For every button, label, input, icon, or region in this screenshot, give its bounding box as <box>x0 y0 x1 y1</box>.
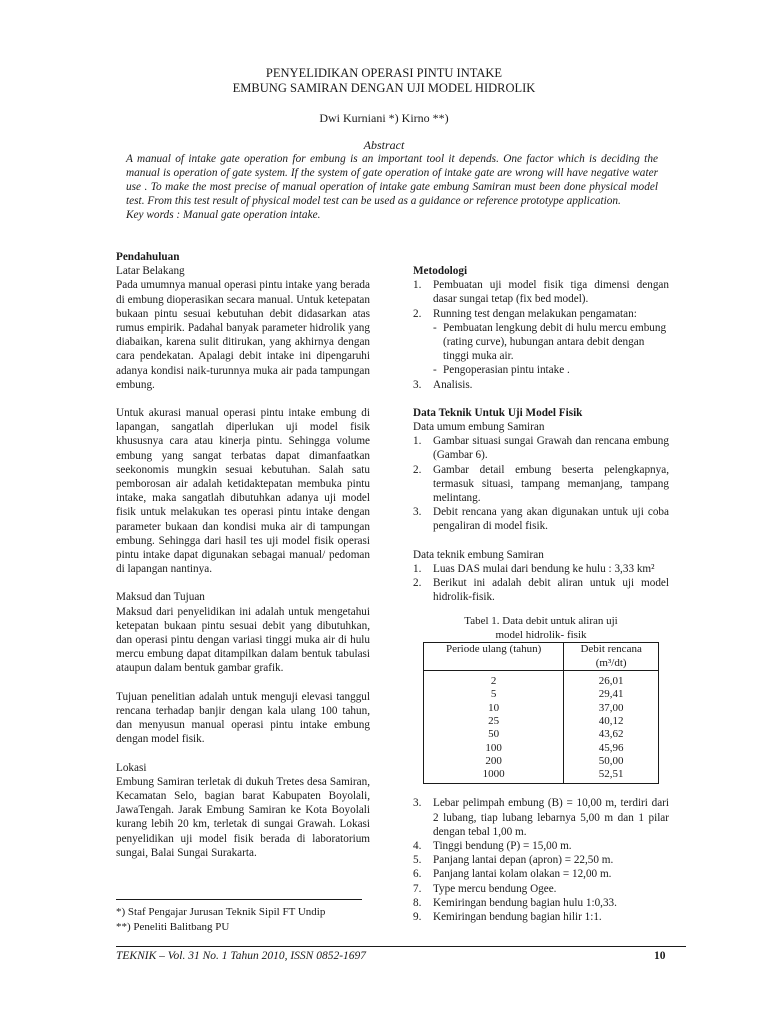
list-item: 1. Pembuatan uji model fisik tiga dimensi dengan dasar sungai tetap (fix bed model). <box>413 279 669 306</box>
heading-latar-belakang: Latar Belakang <box>116 265 185 278</box>
heading-maksud-tujuan: Maksud dan Tujuan <box>116 591 205 604</box>
heading-metodologi: Metodologi <box>413 265 468 277</box>
footer-divider <box>116 946 686 947</box>
list-item: 3. Analisis. <box>413 378 473 391</box>
list-item: 3. Debit rencana yang akan digunakan untuk uji coba pengaliran di model fisik. <box>413 506 669 533</box>
table-cell-debit: 50,00 <box>598 754 624 767</box>
abstract-text: A manual of intake gate operation for embung is an important tool it depends. One factor which is deciding the manual is operation of gate system. If the system of gate operation of intake gate are wrong will have negative water use . To make the most precise of manual operation of intake gate embung Samiran must been done physical model test. From this test result of physical model test can be used as a guidance or reference prototype application. <box>126 153 658 208</box>
paragraph-lokasi: Embung Samiran terletak di dukuh Tretes desa Samiran, Kecamatan Selo, bagian barat Kabupaten Boyolali, JawaTengah. Jarak Embung Samiran ke Kota Boyolali kurang lebih 20 km, terletak di sungai Grawah. Lokasi penyelidikan uji model fisik berada di laboratorium sungai, Balai Sungai Surakarta. <box>116 775 370 859</box>
table-cell-periode: 5 <box>490 688 497 701</box>
list-item: 2. Running test dengan melakukan pengamatan: <box>413 307 637 320</box>
metodologi-list-end <box>413 378 669 392</box>
table-caption: Tabel 1. Data debit untuk aliran uji model hidrolik- fisik <box>464 615 618 642</box>
debit-table <box>423 642 659 784</box>
table-cell-debit: 26,01 <box>598 675 624 688</box>
footnotes <box>116 905 376 935</box>
list-item: 8. Kemiringan bendung bagian hulu 1:0,33. <box>413 896 617 909</box>
table-cell-periode: 25 <box>488 714 500 727</box>
list-item: - Pembuatan lengkung debit di hulu mercu embung (rating curve), hubungan antara debit dengan tinggi muka air. <box>433 321 667 363</box>
table-cell-debit: 43,62 <box>598 728 624 741</box>
table-column-periode <box>424 671 564 784</box>
right-column <box>413 264 669 924</box>
list-item: 2. Gambar detail embung beserta pelengkapnya, termasuk situasi, tampang memanjang, tampang melintang. <box>413 463 669 505</box>
table-header-periode: Periode ulang (tahun) <box>424 643 564 671</box>
data-teknik-list <box>413 562 669 605</box>
heading-lokasi: Lokasi <box>116 761 147 774</box>
list-item: 3. Lebar pelimpah embung (B) = 10,00 m, terdiri dari 2 lubang, tiap lubang lebarnya 5,00 m dan 1 pilar dengan tebal 1,00 m. <box>413 797 669 838</box>
paper-title <box>0 66 768 96</box>
footnote-2: **) Peneliti Balitbang PU <box>116 921 230 933</box>
table-body <box>424 671 659 784</box>
table-row <box>424 671 659 784</box>
footnote-divider <box>116 899 362 900</box>
table-cell-periode: 50 <box>488 728 500 741</box>
table-cell-debit: 29,41 <box>598 688 624 701</box>
table-cell-periode: 2 <box>490 675 497 688</box>
paragraph-latar-1: Pada umumnya manual operasi pintu intake yang berada di embung dioperasikan secara manual. Untuk ketepatan bukaan pintu sesuai kebutuhan debit didasarkan atas rumus empirik. Padahal banyak parameter hidrolik yang diabaikan, karena sulit ditirukan, yang akhirnya dengan cara pendekatan. Apalagi debit intake ini dipengaruhi adanya kondisi naik-turunnya muka air pada tampungan embung. <box>116 279 370 391</box>
paragraph-maksud: Maksud dari penyelidikan ini adalah untuk mengetahui ketepatan bukaan pintu sesuai debit yang dibutuhkan, dan operasi pintu dengan variasi tinggi muka air di hulu mercu embung dapat ditampilkan dalam bentuk tabulasi ataupun dalam bentuk gambar grafik. <box>116 605 370 675</box>
heading-data-teknik-embung: Data teknik embung Samiran <box>413 548 544 561</box>
list-item: 1. Luas DAS mulai dari bendung ke hulu : 3,33 km² <box>413 562 655 575</box>
list-item: 2. Berikut ini adalah debit aliran untuk uji model hidrolik-fisik. <box>413 577 669 604</box>
table-cell-debit: 52,51 <box>598 768 624 781</box>
title-line-1: PENYELIDIKAN OPERASI PINTU INTAKE <box>265 66 503 80</box>
list-item: 5. Panjang lantai depan (apron) = 22,50 m. <box>413 854 614 867</box>
list-item: 7. Type mercu bendung Ogee. <box>413 882 557 895</box>
heading-data-teknik: Data Teknik Untuk Uji Model Fisik <box>413 406 583 419</box>
authors: Dwi Kurniani *) Kirno **) <box>319 111 449 125</box>
table-header-row <box>424 643 659 671</box>
metodologi-sublist <box>413 321 669 378</box>
table-cell-periode: 200 <box>485 754 502 767</box>
data-teknik-list-2 <box>413 796 669 924</box>
left-column <box>116 250 370 860</box>
metodologi-list <box>413 278 669 321</box>
page-number: 10 <box>654 950 666 962</box>
data-umum-list <box>413 434 669 533</box>
table-cell-debit: 45,96 <box>598 741 624 754</box>
table-cell-debit: 37,00 <box>598 701 624 714</box>
list-item: 6. Panjang lantai kolam olakan = 12,00 m. <box>413 868 612 881</box>
footnote-1: *) Staf Pengajar Jurusan Teknik Sipil FT Undip <box>116 906 326 918</box>
table-header-debit: Debit rencana (m³/dt) <box>564 643 659 671</box>
list-item: 9. Kemiringan bendung bagian hilir 1:1. <box>413 911 602 924</box>
paragraph-latar-2: Untuk akurasi manual operasi pintu intake embung di lapangan, sangatlah diperlukan uji model fisik khususnya cara atau kinerja pintu. Sehingga volume embung yang sangat terbatas dapat dimanfaatkan seekonomis mungkin sesuai kebutuhan. Salah satu pemborosan air adalah ketidaktepatan membuka pintu intake, maka sangatlah dibutuhkan adanya uji model fisik untuk melakukan tes operasi pintu intake dengan parameter bukaan dan kondisi muka air di tampungan embung. Sehingga dari hasil tes uji model fisik operasi pintu intake dapat digunakan sebagai manual/ pedoman di lapangan nantinya. <box>116 407 370 576</box>
heading-data-umum: Data umum embung Samiran <box>413 421 545 434</box>
table-cell-periode: 100 <box>485 741 502 754</box>
paragraph-tujuan: Tujuan penelitian adalah untuk menguji elevasi tanggul rencana terhadap banjir dengan kala ulang 100 tahun, dan menyusun manual operasi pintu intake embung dengan model fisik. <box>116 690 370 746</box>
abstract-heading: Abstract <box>363 138 405 152</box>
table-column-debit <box>564 671 659 784</box>
keywords: Key words : Manual gate operation intake. <box>126 209 321 222</box>
heading-pendahuluan: Pendahuluan <box>116 251 180 263</box>
abstract-body <box>126 152 658 222</box>
list-item: 1. Gambar situasi sungai Grawah dan rencana embung (Gambar 6). <box>413 435 669 462</box>
table-cell-debit: 40,12 <box>598 714 624 727</box>
list-item: 4. Tinggi bendung (P) = 15,00 m. <box>413 840 572 853</box>
table-cell-periode: 1000 <box>482 768 505 781</box>
title-line-2: EMBUNG SAMIRAN DENGAN UJI MODEL HIDROLIK <box>232 81 536 95</box>
journal-footer: TEKNIK – Vol. 31 No. 1 Tahun 2010, ISSN 0852-1697 <box>116 950 367 962</box>
table-cell-periode: 10 <box>488 701 500 714</box>
list-item: - Pengoperasian pintu intake . <box>433 364 570 377</box>
